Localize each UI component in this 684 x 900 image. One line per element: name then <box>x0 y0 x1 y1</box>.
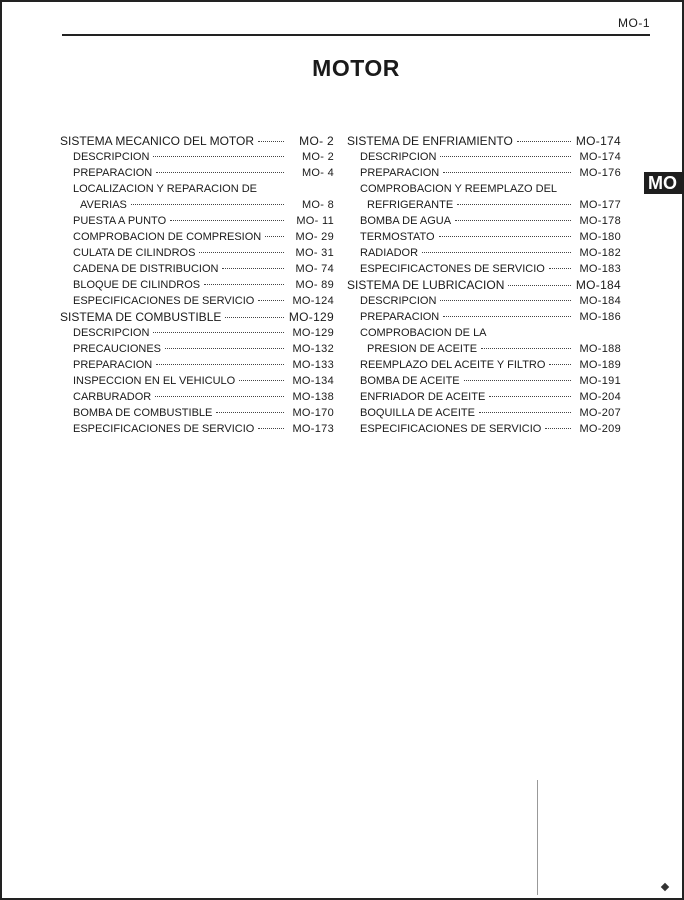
toc-entry-page: MO-178 <box>579 215 621 227</box>
toc-entry[interactable] <box>60 389 334 405</box>
dot-leader <box>199 252 284 253</box>
toc-entry-page: MO-173 <box>292 423 334 435</box>
page-number: MO-1 <box>618 16 650 30</box>
toc-entry[interactable] <box>347 165 621 181</box>
toc-entry-page: MO-204 <box>579 391 621 403</box>
toc-section-heading[interactable] <box>347 277 621 293</box>
header-rule <box>62 34 650 36</box>
toc-entry-page: MO-186 <box>579 311 621 323</box>
toc-entry-title: BOMBA DE AGUA <box>360 215 452 227</box>
toc-entry-page: MO- 8 <box>301 199 334 211</box>
toc-left-column <box>60 133 334 437</box>
toc-entry[interactable] <box>347 421 621 437</box>
dot-leader <box>455 220 571 221</box>
toc-entry[interactable] <box>347 309 621 325</box>
toc-entry-title: DESCRIPCION <box>360 295 437 307</box>
dot-leader <box>239 380 284 381</box>
toc-right-column <box>347 133 621 437</box>
toc-entry-title: PUESTA A PUNTO <box>73 215 167 227</box>
toc-entry[interactable] <box>347 229 621 245</box>
toc-entry[interactable] <box>60 373 334 389</box>
toc-entry-page: MO-182 <box>579 247 621 259</box>
toc-entry-title: DESCRIPCION <box>73 151 150 163</box>
toc-entry-title: PREPARACION <box>360 167 440 179</box>
toc-entry-page: MO- 4 <box>301 167 334 179</box>
dot-leader <box>489 396 571 397</box>
toc-entry[interactable] <box>60 261 334 277</box>
dot-leader <box>156 364 284 365</box>
toc-entry[interactable] <box>60 213 334 229</box>
toc-entry-page: MO-124 <box>292 295 334 307</box>
dot-leader <box>165 348 284 349</box>
toc-entry-title: SISTEMA DE LUBRICACION <box>347 278 505 292</box>
toc-entry-title: SISTEMA MECANICO DEL MOTOR <box>60 134 255 148</box>
toc-entry-title: DESCRIPCION <box>360 151 437 163</box>
toc-entry-continuation: COMPROBACION DE LA <box>360 327 487 339</box>
dot-leader <box>155 396 284 397</box>
toc-entry-title: BOQUILLA DE ACEITE <box>360 407 475 419</box>
toc-entry-page: MO-180 <box>579 231 621 243</box>
dot-leader <box>440 156 571 157</box>
toc-entry-page: MO-129 <box>292 327 334 339</box>
toc-entry[interactable] <box>60 245 334 261</box>
scan-artifact-line <box>537 780 538 895</box>
dot-leader <box>156 172 284 173</box>
dot-leader <box>479 412 571 413</box>
dot-leader <box>517 141 571 142</box>
toc-entry-page: MO-138 <box>292 391 334 403</box>
margin-mark <box>661 883 669 891</box>
toc-entry-page: MO- 2 <box>301 151 334 163</box>
toc-entry[interactable] <box>347 373 621 389</box>
toc-entry-title: TERMOSTATO <box>360 231 435 243</box>
dot-leader <box>258 141 284 142</box>
dot-leader <box>443 316 571 317</box>
toc-entry-page: MO-183 <box>579 263 621 275</box>
toc-entry[interactable] <box>347 341 621 357</box>
dot-leader <box>481 348 571 349</box>
toc-entry[interactable] <box>60 293 334 309</box>
page-border-top <box>0 0 684 2</box>
toc-entry-page: MO-129 <box>288 310 334 324</box>
toc-entry-title: ESPECIFICACIONES DE SERVICIO <box>73 295 255 307</box>
dot-leader <box>153 156 284 157</box>
toc-entry-title: CARBURADOR <box>73 391 152 403</box>
dot-leader <box>258 428 284 429</box>
toc-entry-title: INSPECCION EN EL VEHICULO <box>73 375 236 387</box>
page-title: MOTOR <box>312 55 400 81</box>
toc-entry-title: COMPROBACION DE COMPRESION <box>73 231 262 243</box>
dot-leader <box>131 204 284 205</box>
toc-entry-title: BOMBA DE COMBUSTIBLE <box>73 407 213 419</box>
toc-entry-title: PRESION DE ACEITE <box>367 343 478 355</box>
toc-entry[interactable] <box>347 261 621 277</box>
toc-entry-page: MO-209 <box>579 423 621 435</box>
toc-entry-page: MO-207 <box>579 407 621 419</box>
toc-entry[interactable] <box>60 149 334 165</box>
dot-leader <box>153 332 284 333</box>
toc-entry-title: PREPARACION <box>73 167 153 179</box>
dot-leader <box>170 220 284 221</box>
toc-entry[interactable] <box>60 341 334 357</box>
toc-entry-title: PRECAUCIONES <box>73 343 162 355</box>
toc-entry-title: DESCRIPCION <box>73 327 150 339</box>
toc-entry-title: REFRIGERANTE <box>367 199 454 211</box>
toc-entry-page: MO-133 <box>292 359 334 371</box>
dot-leader <box>422 252 571 253</box>
toc-entry-page: MO- 74 <box>295 263 334 275</box>
dot-leader <box>225 317 284 318</box>
toc-entry[interactable] <box>347 149 621 165</box>
toc-entry-title: ESPECIFICACIONES DE SERVICIO <box>73 423 255 435</box>
toc-entry-title: ESPECIFICACIONES DE SERVICIO <box>360 423 542 435</box>
toc-entry-page: MO-184 <box>579 295 621 307</box>
dot-leader <box>440 300 571 301</box>
toc-entry[interactable] <box>347 293 621 309</box>
dot-leader <box>216 412 284 413</box>
dot-leader <box>545 428 571 429</box>
toc-section-heading[interactable] <box>60 133 334 149</box>
toc-entry-title: BLOQUE DE CILINDROS <box>73 279 201 291</box>
toc-entry-page: MO- 89 <box>295 279 334 291</box>
toc-entry-page: MO- 11 <box>296 215 334 227</box>
toc-entry[interactable] <box>347 213 621 229</box>
dot-leader <box>204 284 284 285</box>
toc-entry[interactable] <box>60 421 334 437</box>
toc-entry-page: MO-134 <box>292 375 334 387</box>
toc-entry-title: BOMBA DE ACEITE <box>360 375 460 387</box>
toc-entry-page: MO-176 <box>579 167 621 179</box>
toc-entry-page: MO- 31 <box>295 247 334 259</box>
toc-entry-page: MO-170 <box>292 407 334 419</box>
toc-entry-title: REEMPLAZO DEL ACEITE Y FILTRO <box>360 359 546 371</box>
page-border-left <box>0 0 2 900</box>
toc-entry-page: MO-191 <box>579 375 621 387</box>
toc-entry-title: SISTEMA DE COMBUSTIBLE <box>60 310 222 324</box>
toc-entry-continuation: LOCALIZACION Y REPARACION DE <box>73 183 257 195</box>
toc-entry[interactable] <box>60 229 334 245</box>
toc-entry-title: CULATA DE CILINDROS <box>73 247 196 259</box>
toc-entry[interactable] <box>347 389 621 405</box>
toc-entry-title: SISTEMA DE ENFRIAMIENTO <box>347 134 513 148</box>
toc-entry[interactable] <box>60 357 334 373</box>
toc-entry[interactable] <box>347 197 621 213</box>
toc-entry-continuation: COMPROBACION Y REEMPLAZO DEL <box>360 183 558 195</box>
toc-entry-title: AVERIAS <box>80 199 127 211</box>
toc-entry-page: MO-174 <box>579 151 621 163</box>
toc-section-heading[interactable] <box>347 133 621 149</box>
toc-entry-page: MO-189 <box>579 359 621 371</box>
toc-entry[interactable] <box>60 277 334 293</box>
dot-leader <box>258 300 284 301</box>
toc-entry-page: MO- 2 <box>299 134 334 148</box>
dot-leader <box>464 380 571 381</box>
toc-entry[interactable] <box>347 357 621 373</box>
toc-entry-title: PREPARACION <box>360 311 440 323</box>
toc-entry-title: RADIADOR <box>360 247 419 259</box>
toc-entry-page: MO-184 <box>575 278 621 292</box>
toc-entry[interactable] <box>60 405 334 421</box>
toc-entry[interactable] <box>60 165 334 181</box>
toc-entry[interactable] <box>347 405 621 421</box>
toc-entry-title: ENFRIADOR DE ACEITE <box>360 391 486 403</box>
toc-entry[interactable] <box>347 245 621 261</box>
toc-entry-page: MO-177 <box>579 199 621 211</box>
dot-leader <box>439 236 571 237</box>
toc-entry-title: CADENA DE DISTRIBUCION <box>73 263 219 275</box>
toc-entry-page: MO-174 <box>575 134 621 148</box>
toc-section-heading[interactable] <box>60 309 334 325</box>
toc-entry[interactable] <box>60 325 334 341</box>
dot-leader <box>508 285 571 286</box>
dot-leader <box>222 268 284 269</box>
dot-leader <box>265 236 284 237</box>
section-tab-marker: MO <box>644 172 684 194</box>
dot-leader <box>549 268 571 269</box>
toc-entry-page: MO- 29 <box>295 231 334 243</box>
dot-leader <box>457 204 571 205</box>
toc-entry[interactable] <box>60 197 334 213</box>
toc-entry-page: MO-132 <box>292 343 334 355</box>
toc-entry-page: MO-188 <box>579 343 621 355</box>
toc-entry-title: ESPECIFICACTONES DE SERVICIO <box>360 263 545 275</box>
dot-leader <box>549 364 571 365</box>
dot-leader <box>443 172 571 173</box>
toc-entry-title: PREPARACION <box>73 359 153 371</box>
